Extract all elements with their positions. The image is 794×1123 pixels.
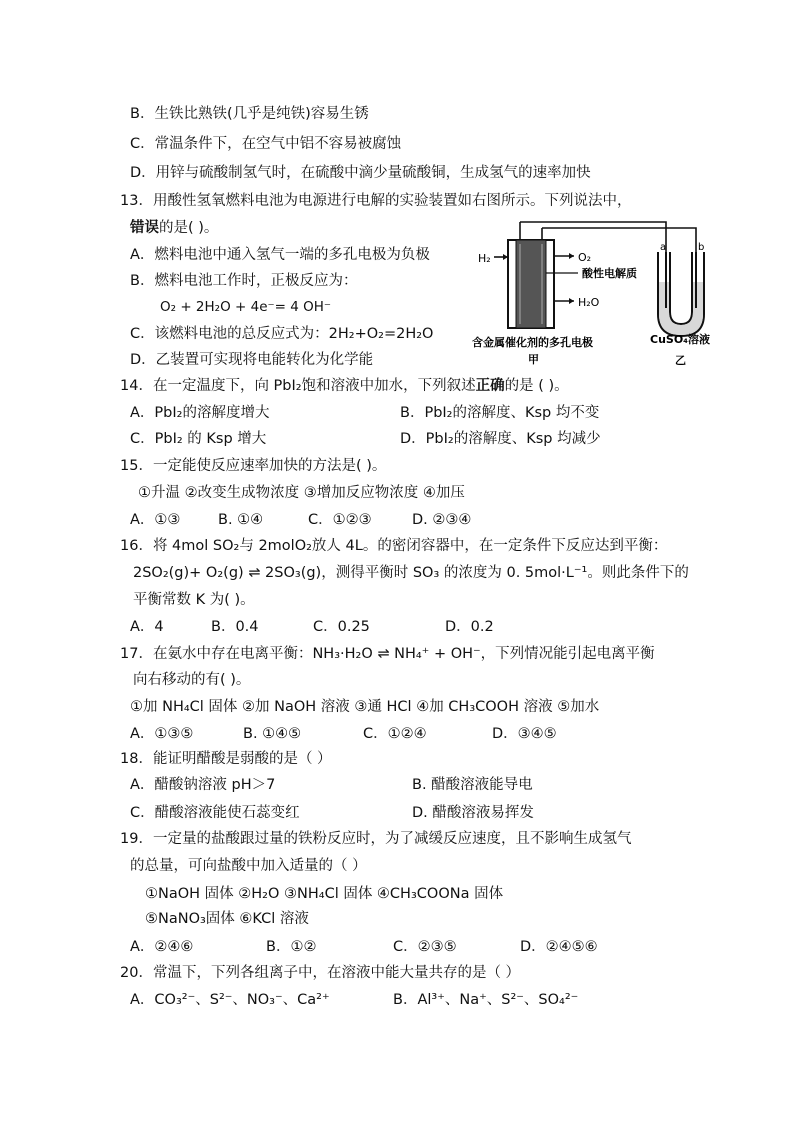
question-17-items: ①加 NH₄Cl 固体 ②加 NaOH 溶液 ③通 HCl ④加 CH₃COOH 溶液 ⑤加水 (130, 699, 600, 715)
option-d: D．②④⑤⑥ (520, 939, 598, 955)
question-15-items: ①升温 ②改变生成物浓度 ③增加反应物浓度 ④加压 (138, 485, 465, 501)
option-a: A．②④⑥ (130, 939, 194, 955)
question-16-stem: 16．将 4mol SO₂与 2molO₂放人 4L。的密闭容器中，在一定条件下反应达到平衡： (120, 538, 668, 554)
question-18-stem: 18．能证明醋酸是弱酸的是（ ） (120, 751, 332, 767)
option-c: C．①②④ (363, 726, 427, 742)
option-b: B．①② (266, 939, 317, 955)
stem-tail: 的是( )。 (159, 220, 219, 236)
option-a: A．4 (130, 619, 164, 635)
option-a: A．①③⑤ (130, 726, 194, 742)
option-a: A．醋酸钠溶液 pH＞7 (130, 777, 276, 793)
label-electrode: 含金属催化剂的多孔电极 (472, 336, 593, 349)
option-b: B. ①④⑤ (243, 726, 302, 742)
stem-text: 14．在一定温度下，向 PbI₂饱和溶液中加水，下列叙述 (120, 378, 476, 394)
option-line: C．常温条件下，在空气中铝不容易被腐蚀 (130, 136, 402, 152)
emphasis-correct: 正确 (475, 378, 505, 394)
option-line: D．用锌与硫酸制氢气时，在硫酸中滴少量硫酸铜，生成氢气的速率加快 (130, 165, 591, 181)
option-d: D．0.2 (445, 619, 494, 635)
question-19-items-line1: ①NaOH 固体 ②H₂O ③NH₄Cl 固体 ④CH₃COONa 固体 (145, 886, 504, 902)
option-d: D. 醋酸溶液易挥发 (412, 805, 534, 821)
option-a: A．①③ (130, 512, 181, 528)
question-20-stem: 20．常温下，下列各组离子中，在溶液中能大量共存的是（ ） (120, 965, 521, 981)
option-c: C．①②③ (308, 512, 372, 528)
option-d: D．乙装置可实现将电能转化为化学能 (130, 352, 374, 368)
wire-b (542, 228, 696, 262)
label-a: a (660, 242, 667, 253)
option-d: D．③④⑤ (492, 726, 557, 742)
option-b: B．0.4 (211, 619, 259, 635)
question-16-tail: 平衡常数 K 为( )。 (133, 592, 255, 608)
equation: O₂ + 2H₂O + 4e⁻= 4 OH⁻ (160, 299, 332, 315)
option-c: C．0.25 (313, 619, 370, 635)
emphasis-wrong: 错误 (130, 220, 159, 236)
option-c: C．该燃料电池的总反应式为：2H₂+O₂=2H₂O (130, 326, 434, 342)
question-19-stem: 19．一定量的盐酸跟过量的铁粉反应时，为了减缓反应速度，且不影响生成氢气 (120, 831, 632, 847)
option-d: D．PbI₂的溶解度、Ksp 均减少 (400, 431, 601, 447)
label-h2o: H₂O (578, 296, 600, 309)
question-13-stem-line2 (130, 218, 218, 238)
option-c: C．醋酸溶液能使石蕊变红 (130, 805, 300, 821)
option-b: B．燃料电池工作时，正极反应为： (130, 273, 358, 289)
option-a: A．PbI₂的溶解度增大 (130, 405, 270, 421)
option-a: A．燃料电池中通入氢气一端的多孔电极为负极 (130, 247, 430, 263)
question-17-stem-line2: 向右移动的有( )。 (133, 672, 251, 688)
option-c: C．PbI₂ 的 Ksp 增大 (130, 431, 267, 447)
electrolysis-figure (470, 212, 720, 374)
option-line: B．生铁比熟铁(几乎是纯铁)容易生锈 (130, 106, 369, 122)
option-a: A．CO₃²⁻、S²⁻、NO₃⁻、Ca²⁺ (130, 992, 330, 1008)
label-o2: O₂ (578, 251, 592, 264)
stem-tail: 的是 ( )。 (504, 378, 569, 394)
label-cuso4: CuSO₄溶液 (650, 333, 710, 346)
label-electrolyte: 酸性电解质 (582, 267, 637, 280)
label-jia: 甲 (528, 353, 539, 366)
option-b: B．PbI₂的溶解度、Ksp 均不变 (400, 405, 600, 421)
option-b: B. 醋酸溶液能导电 (412, 777, 533, 793)
question-17-stem: 17．在氨水中存在电离平衡：NH₃·H₂O ⇌ NH₄⁺ + OH⁻，下列情况能引起电离平衡 (120, 646, 655, 662)
label-yi: 乙 (675, 354, 686, 367)
question-14-stem (120, 376, 569, 396)
question-19-items-line2: ⑤NaNO₃固体 ⑥KCl 溶液 (145, 911, 309, 927)
option-d: D. ②③④ (412, 512, 472, 528)
option-b: B．Al³⁺、Na⁺、S²⁻、SO₄²⁻ (393, 992, 579, 1008)
label-h2: H₂ (478, 252, 491, 265)
question-16-equation: 2SO₂(g)+ O₂(g) ⇌ 2SO₃(g)，测得平衡时 SO₃ 的浓度为 0. 5mol·L⁻¹。则此条件下的 (133, 565, 689, 581)
label-b: b (698, 242, 705, 253)
question-15-stem: 15．一定能使反应速率加快的方法是( )。 (120, 458, 387, 474)
question-13-stem: 13．用酸性氢氧燃料电池为电源进行电解的实验装置如右图所示。下列说法中， (120, 193, 632, 209)
option-c: C．②③⑤ (393, 939, 457, 955)
question-19-stem-line2: 的总量，可向盐酸中加入适量的（ ） (130, 858, 367, 874)
option-b: B. ①④ (218, 512, 264, 528)
